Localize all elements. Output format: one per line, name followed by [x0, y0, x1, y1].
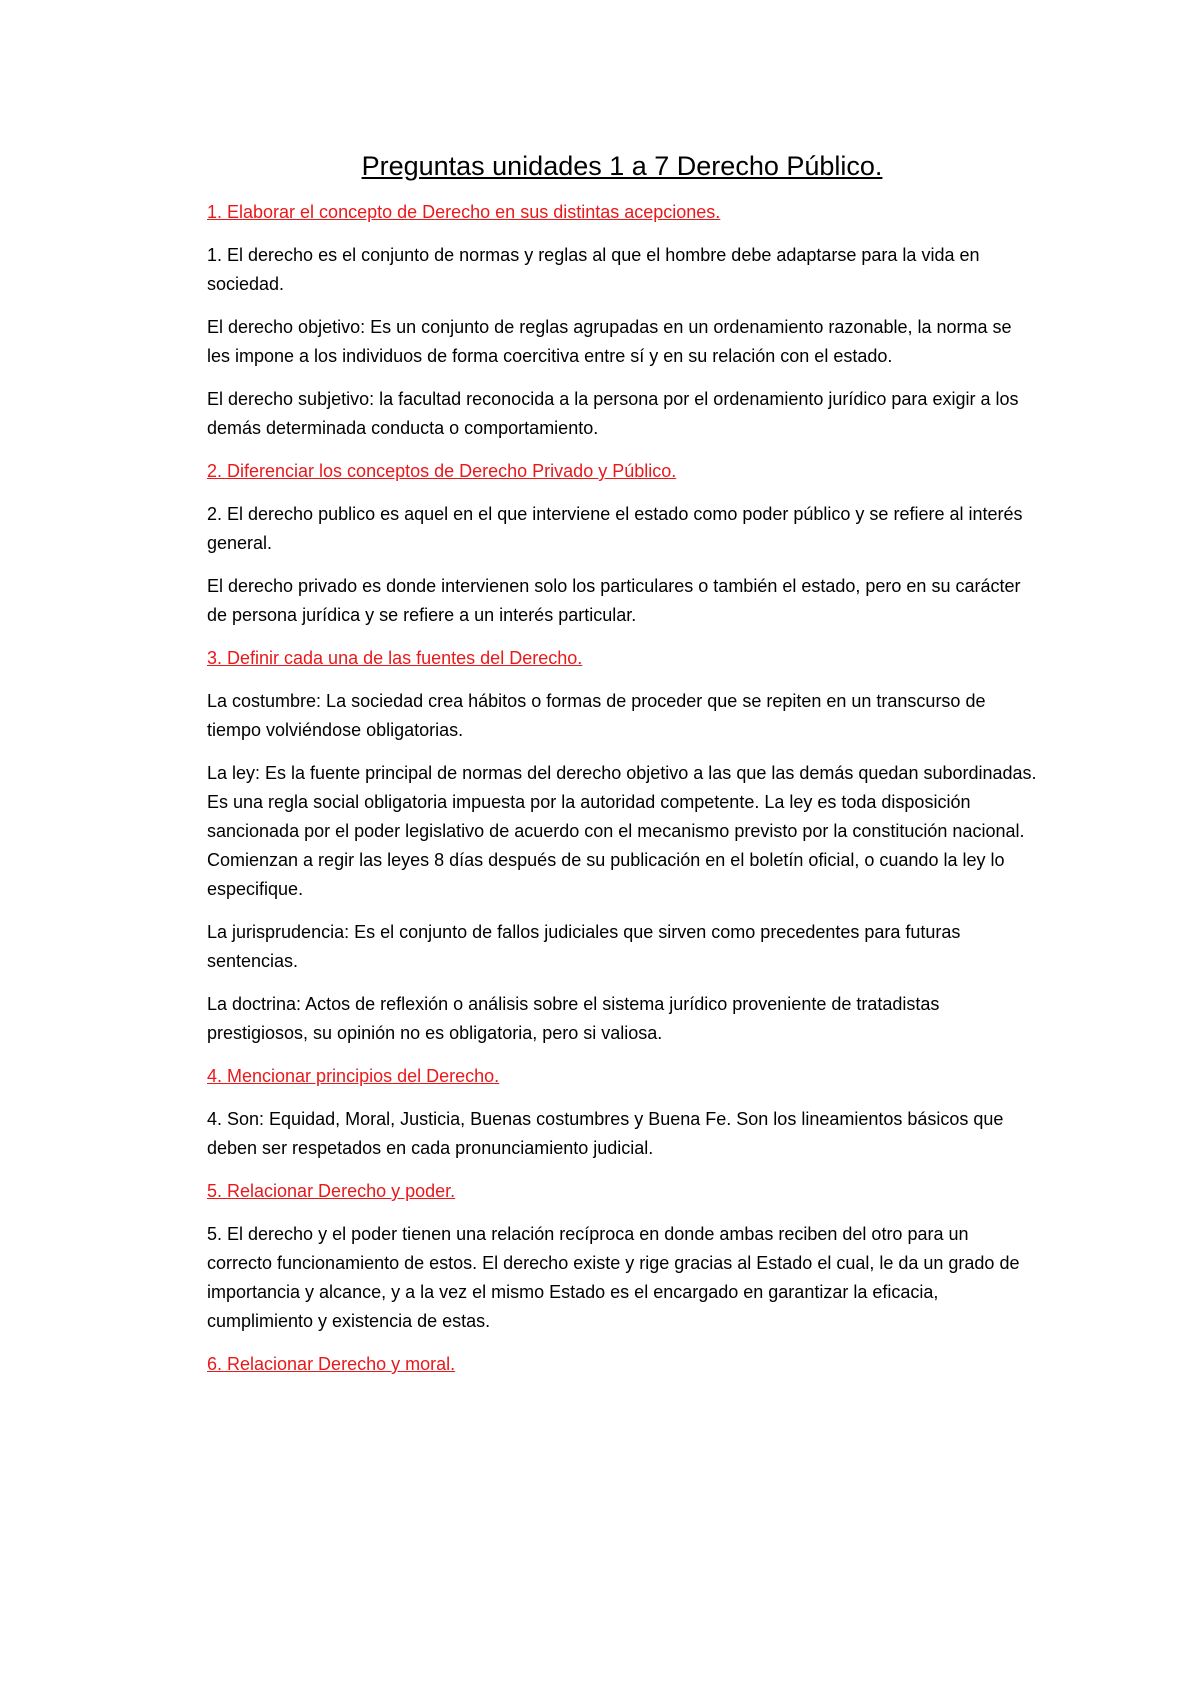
question-heading: 4. Mencionar principios del Derecho. [207, 1066, 500, 1086]
document-content [207, 148, 1037, 1393]
answer-paragraph: El derecho objetivo: Es un conjunto de reglas agrupadas en un ordenamiento razonable, la norma se les impone a los individuos de forma coercitiva entre sí y en su relación con el estado. [207, 317, 1012, 366]
answer-paragraph: 4. Son: Equidad, Moral, Justicia, Buenas costumbres y Buena Fe. Son los lineamientos básicos que deben ser respetados en cada pronunciamiento judicial. [207, 1109, 1004, 1158]
answer-paragraph: 2. El derecho publico es aquel en el que interviene el estado como poder público y se refiere al interés general. [207, 504, 1023, 553]
answer-paragraph: La doctrina: Actos de reflexión o análisis sobre el sistema jurídico proveniente de tratadistas prestigiosos, su opinión no es obligatoria, pero si valiosa. [207, 994, 940, 1043]
answer-paragraph: La ley: Es la fuente principal de normas del derecho objetivo a las que las demás quedan subordinadas. Es una regla social obligatoria impuesta por la autoridad competente. La ley es toda disposición sancionada por el poder legislativo de acuerdo con el mecanismo previsto por la constitución nacional. Comienzan a regir las leyes 8 días después de su publicación en el boletín oficial, o cuando la ley lo especifique. [207, 763, 1037, 899]
question-heading: 5. Relacionar Derecho y poder. [207, 1181, 456, 1201]
answer-paragraph: 5. El derecho y el poder tienen una relación recíproca en donde ambas reciben del otro para un correcto funcionamiento de estos. El derecho existe y rige gracias al Estado el cual, le da un grado de importancia y alcance, y a la vez el mismo Estado es el encargado en garantizar la eficacia, cumplimiento y existencia de estas. [207, 1224, 1020, 1331]
answer-paragraph: El derecho subjetivo: la facultad reconocida a la persona por el ordenamiento jurídico para exigir a los demás determinada conducta o comportamiento. [207, 389, 1019, 438]
question-heading: 1. Elaborar el concepto de Derecho en sus distintas acepciones. [207, 202, 721, 222]
answer-paragraph: La jurisprudencia: Es el conjunto de fallos judiciales que sirven como precedentes para futuras sentencias. [207, 922, 961, 971]
question-heading: 2. Diferenciar los conceptos de Derecho Privado y Público. [207, 461, 677, 481]
answer-paragraph: 1. El derecho es el conjunto de normas y reglas al que el hombre debe adaptarse para la vida en sociedad. [207, 245, 980, 294]
question-heading: 6. Relacionar Derecho y moral. [207, 1354, 456, 1374]
answer-paragraph: La costumbre: La sociedad crea hábitos o formas de proceder que se repiten en un transcurso de tiempo volviéndose obligatorias. [207, 691, 986, 740]
question-heading: 3. Definir cada una de las fuentes del Derecho. [207, 648, 583, 668]
document-title: Preguntas unidades 1 a 7 Derecho Público. [361, 151, 883, 181]
answer-paragraph: El derecho privado es donde intervienen solo los particulares o también el estado, pero en su carácter de persona jurídica y se refiere a un interés particular. [207, 576, 1021, 625]
